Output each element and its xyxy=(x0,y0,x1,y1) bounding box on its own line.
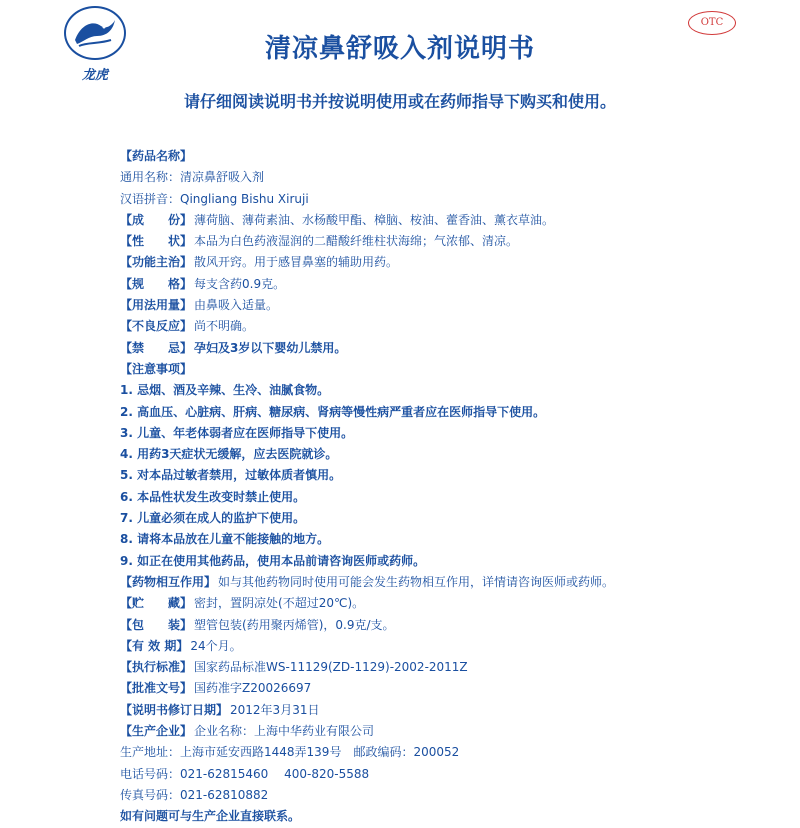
standard-row xyxy=(120,657,780,678)
storage-row xyxy=(120,593,780,614)
common-name: 通用名称：清凉鼻舒吸入剂 xyxy=(120,170,265,185)
drug-name-header: 【药品名称】 xyxy=(120,149,193,163)
interactions-value: 如与其他药物同时使用可能会发生药物相互作用，详情请咨询医师或药师。 xyxy=(218,574,615,589)
adverse-value: 尚不明确。 xyxy=(194,319,255,334)
precaution-item: 9. 如正在使用其他药品，使用本品前请咨询医师或药师。 xyxy=(120,553,426,568)
validity-row xyxy=(120,636,780,657)
precaution-item: 4. 用药3天症状无缓解，应去医院就诊。 xyxy=(120,447,338,462)
precaution-item: 2. 高血压、心脏病、肝病、糖尿病、肾病等慢性病严重者应在医师指导下使用。 xyxy=(120,404,546,419)
validity-value: 24个月。 xyxy=(190,638,242,653)
package-value: 塑管包装(药用聚丙烯管)，0.9克/支。 xyxy=(194,617,395,632)
phone-line: 电话号码：021-62815460 400-820-5588 xyxy=(120,766,370,781)
contraindications-label: 【禁 忌】 xyxy=(120,340,193,355)
otc-mark: OTC xyxy=(688,11,736,35)
indications-label: 【功能主治】 xyxy=(120,255,193,270)
properties-row xyxy=(120,231,780,252)
precaution-item: 3. 儿童、年老体弱者应在医师指导下使用。 xyxy=(120,425,354,440)
ingredients-value: 薄荷脑、薄荷素油、水杨酸甲酯、樟脑、桉油、藿香油、薰衣草油。 xyxy=(194,212,555,227)
address-line: 生产地址：上海市延安西路1448弄139号 邮政编码：200052 xyxy=(120,745,460,760)
approval-value: 国药准字Z20026697 xyxy=(194,681,312,696)
ingredients-row xyxy=(120,210,780,231)
manufacturer-row xyxy=(120,721,780,742)
interactions-label: 【药物相互作用】 xyxy=(120,574,217,589)
interactions-row xyxy=(120,572,780,593)
specification-label: 【规 格】 xyxy=(120,276,193,291)
manufacturer-value: 企业名称：上海中华药业有限公司 xyxy=(194,724,375,739)
indications-row xyxy=(120,252,780,273)
storage-value: 密封，置阴凉处(不超过20℃)。 xyxy=(194,596,365,611)
package-row xyxy=(120,615,780,636)
revision-row xyxy=(120,700,780,721)
validity-label: 【有 效 期】 xyxy=(120,638,189,653)
brand-name: 龙虎 xyxy=(81,68,108,83)
fax-line: 传真号码：021-62810882 xyxy=(120,787,269,802)
precaution-item: 1. 忌烟、酒及辛辣、生冷、油腻食物。 xyxy=(120,383,330,398)
contraindications-row xyxy=(120,338,780,359)
revision-label: 【说明书修订日期】 xyxy=(120,702,229,717)
usage-label: 【用法用量】 xyxy=(120,298,193,313)
precaution-item: 8. 请将本品放在儿童不能接触的地方。 xyxy=(120,532,330,547)
package-label: 【包 装】 xyxy=(120,617,193,632)
reading-notice: 请仔细阅读说明书并按说明使用或在药师指导下购买和使用。 xyxy=(183,92,616,111)
standard-value: 国家药品标准WS-11129(ZD-1129)-2002-2011Z xyxy=(194,660,468,675)
revision-value: 2012年3月31日 xyxy=(230,702,320,717)
standard-label: 【执行标准】 xyxy=(120,660,193,675)
pinyin-name: 汉语拼音：Qingliang Bishu Xiruji xyxy=(120,191,309,206)
properties-value: 本品为白色药液湿润的二醋酸纤维柱状海绵；气浓郁、清凉。 xyxy=(194,234,519,249)
storage-label: 【贮 藏】 xyxy=(120,596,193,611)
adverse-label: 【不良反应】 xyxy=(120,319,193,334)
usage-value: 由鼻吸入适量。 xyxy=(194,298,279,313)
precautions-header: 【注意事项】 xyxy=(120,361,193,376)
approval-label: 【批准文号】 xyxy=(120,681,193,696)
usage-row xyxy=(120,295,780,316)
contraindications-value: 孕妇及3岁以下婴幼儿禁用。 xyxy=(194,340,347,355)
manufacturer-label: 【生产企业】 xyxy=(120,724,193,739)
adverse-row xyxy=(120,316,780,337)
document-title: 清凉鼻舒吸入剂说明书 xyxy=(264,34,535,64)
approval-row xyxy=(120,678,780,699)
properties-label: 【性 状】 xyxy=(120,234,193,249)
specification-value: 每支含药0.9克。 xyxy=(194,276,286,291)
indications-value: 散风开窍。用于感冒鼻塞的辅助用药。 xyxy=(194,255,399,270)
specification-row xyxy=(120,274,780,295)
precaution-item: 7. 儿童必须在成人的监护下使用。 xyxy=(120,511,306,526)
precaution-item: 5. 对本品过敏者禁用，过敏体质者慎用。 xyxy=(120,468,342,483)
precaution-item: 6. 本品性状发生改变时禁止使用。 xyxy=(120,489,306,504)
ingredients-label: 【成 份】 xyxy=(120,212,193,227)
contact-note: 如有问题可与生产企业直接联系。 xyxy=(120,809,301,824)
leaflet-body xyxy=(120,146,780,828)
